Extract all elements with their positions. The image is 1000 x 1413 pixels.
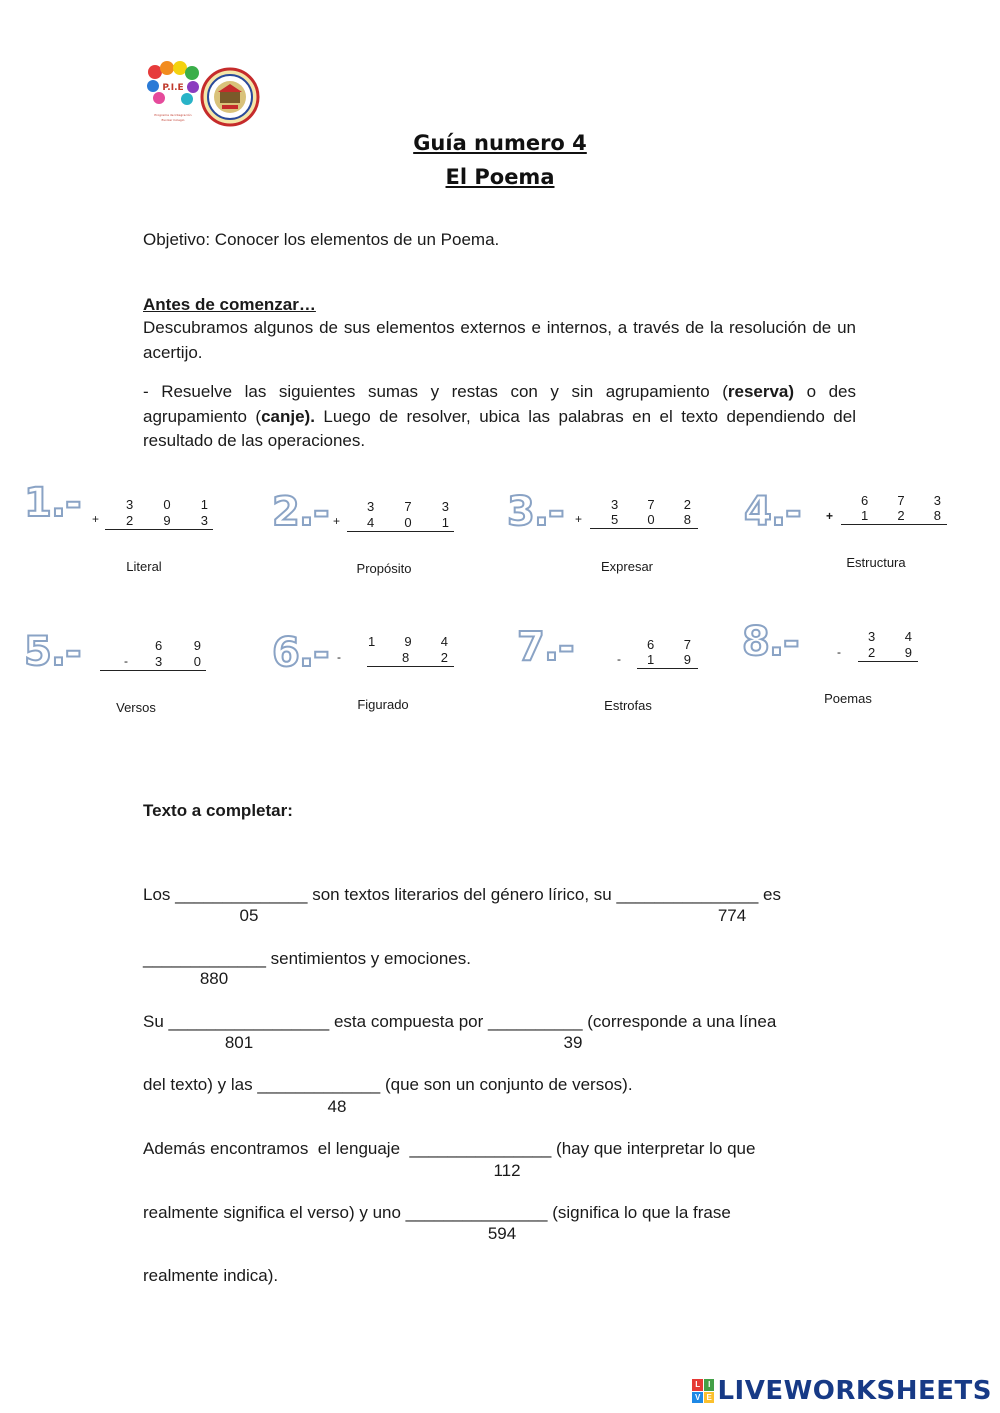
operation-1-number: 1.- (24, 480, 81, 526)
operation-6-bottom: 8 2 (402, 650, 448, 665)
liveworksheets-brand[interactable] (692, 1376, 992, 1406)
operation-2-top: 3 7 3 (367, 499, 449, 514)
instructions-paragraph: - Resuelve las siguientes sumas y restas con y sin agrupamiento (reserva) o des agrupamiento (canje). Luego de resolver, ubica las palabras en el texto dependiendo del resultado de las operaciones. (143, 382, 856, 450)
operation-6-top: 1 9 4 (368, 634, 448, 649)
complete-heading: Texto a completar: (143, 801, 293, 820)
operation-6-sign: - (337, 650, 341, 664)
operation-8-number: 8.- (742, 619, 799, 665)
answer-code-3: 880 (199, 969, 229, 988)
operation-4-bottom: 1 2 8 (861, 508, 941, 523)
operation-4-word: Estructura (846, 555, 906, 570)
liveworksheets-logo-icon: L I V E (692, 1379, 714, 1403)
operation-8-bottom: 2 9 (868, 645, 912, 660)
complete-line-2: _____________ sentimientos y emociones. (143, 949, 471, 968)
operation-3-number: 3.- (507, 489, 564, 535)
svg-text:Escolar Colegio: Escolar Colegio (161, 118, 185, 122)
operation-5-bottom: 3 0 (155, 654, 201, 669)
operation-3-sign: + (575, 512, 583, 526)
operation-2-bottom: 4 0 1 (367, 515, 449, 530)
answer-code-6: 48 (327, 1097, 347, 1116)
operation-6-word: Figurado (357, 697, 409, 712)
page-title: Guía numero 4 (413, 131, 587, 155)
operation-2-line (347, 531, 454, 532)
operation-8-sign: - (837, 645, 841, 659)
operation-5-top: 6 9 (155, 638, 201, 653)
svg-text:Programa de Integración: Programa de Integración (154, 113, 192, 117)
answer-code-5: 39 (563, 1033, 583, 1052)
operation-1-line (105, 529, 213, 530)
liveworksheets-text: LIVEWORKSHEETS (717, 1376, 992, 1406)
operation-3-line (590, 528, 698, 529)
complete-line-1: Los ______________ son textos literarios del género lírico, su _______________ es (143, 885, 781, 904)
complete-line-7: realmente indica). (143, 1266, 279, 1285)
answer-code-1: 05 (239, 906, 259, 925)
operation-1-word: Literal (126, 559, 162, 574)
answer-code-4: 801 (224, 1033, 254, 1052)
operation-2-sign: + (333, 514, 341, 528)
before-heading: Antes de comenzar… (143, 295, 316, 314)
objective-text: Objetivo: Conocer los elementos de un Poema. (143, 230, 500, 249)
operation-4-top: 6 7 3 (861, 493, 941, 508)
answer-code-8: 594 (487, 1224, 517, 1243)
operation-3-top: 3 7 2 (611, 497, 691, 512)
operation-7-sign: - (617, 652, 621, 666)
complete-line-3: Su _________________ esta compuesta por __________ (corresponde a una línea (143, 1012, 777, 1031)
operation-4-line (841, 524, 947, 525)
operation-7-word: Estrofas (604, 698, 652, 713)
operation-8-word: Poemas (824, 691, 872, 706)
answer-code-7: 112 (493, 1161, 521, 1180)
operation-4-sign: + (826, 509, 834, 523)
operation-6-number: 6.- (272, 630, 329, 676)
operation-5-number: 5.- (24, 629, 81, 675)
operation-8-line (858, 661, 918, 662)
operation-7-bottom: 1 9 (647, 652, 691, 667)
operation-6-line (367, 666, 454, 667)
operation-7-number: 7.- (517, 624, 574, 670)
operation-1-bottom: 2 9 3 (126, 513, 208, 528)
operation-5-sign: - (124, 654, 128, 668)
answer-code-2: 774 (717, 906, 747, 925)
pie-label: P.I.E (162, 83, 184, 93)
operation-5-line (100, 670, 206, 671)
operation-7-line (637, 668, 698, 669)
operation-1-top: 3 0 1 (126, 497, 208, 512)
school-seal-logo (200, 67, 260, 127)
operation-1-sign: + (92, 512, 100, 526)
operation-5-word: Versos (116, 700, 156, 715)
complete-line-4: del texto) y las _____________ (que son un conjunto de versos). (143, 1075, 633, 1094)
operation-4-number: 4.- (744, 489, 801, 535)
operation-3-bottom: 5 0 8 (611, 512, 691, 527)
page-subtitle: El Poema (445, 165, 555, 189)
pie-logo (145, 60, 201, 126)
operation-7-top: 6 7 (647, 637, 691, 652)
operation-2-number: 2.- (272, 489, 329, 535)
complete-line-5: Además encontramos el lenguaje _______________ (hay que interpretar lo que (143, 1139, 756, 1158)
operation-3-word: Expresar (600, 559, 654, 574)
before-paragraph: Descubramos algunos de sus elementos externos e internos, a través de la resolución de un acertijo. (143, 318, 856, 362)
operation-2-word: Propósito (356, 561, 412, 576)
complete-line-6: realmente significa el verso) y uno _______________ (significa lo que la frase (143, 1203, 731, 1222)
operation-8-top: 3 4 (868, 629, 912, 644)
